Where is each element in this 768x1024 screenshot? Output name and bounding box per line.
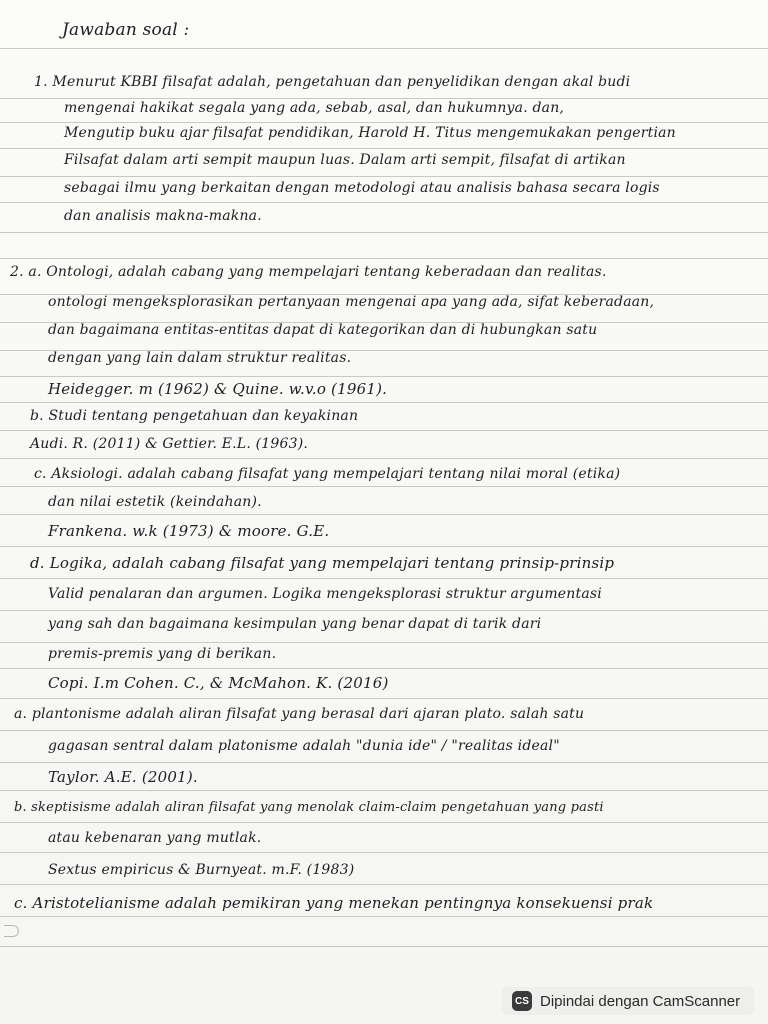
ruled-line <box>0 546 768 547</box>
ruled-line <box>0 822 768 823</box>
handwritten-line: mengenai hakikat segala yang ada, sebab, asal, dan hukumnya. dan, <box>64 100 565 116</box>
handwritten-line: dan nilai estetik (keindahan). <box>48 494 262 510</box>
handwritten-line: b. Studi tentang pengetahuan dan keyakinan <box>30 408 359 424</box>
handwritten-line: sebagai ilmu yang berkaitan dengan metodologi atau analisis bahasa secara logis <box>64 180 660 196</box>
handwritten-line: Mengutip buku ajar filsafat pendidikan, Harold H. Titus mengemukakan pengertian <box>64 125 676 141</box>
ruled-line <box>0 486 768 487</box>
handwritten-line: dengan yang lain dalam struktur realitas. <box>48 350 352 366</box>
handwritten-line: 1. Menurut KBBI filsafat adalah, pengetahuan dan penyelidikan dengan akal budi <box>34 74 631 90</box>
handwritten-line: dan analisis makna-makna. <box>64 208 262 224</box>
handwritten-line: d. Logika, adalah cabang filsafat yang mempelajari tentang prinsip-prinsip <box>30 554 615 572</box>
handwritten-line: Valid penalaran dan argumen. Logika mengeksplorasi struktur argumentasi <box>48 586 602 602</box>
handwritten-line: c. Aristotelianisme adalah pemikiran yang menekan pentingnya konsekuensi prak <box>14 894 654 912</box>
handwritten-line: premis-premis yang di berikan. <box>48 646 277 662</box>
ruled-line <box>0 98 768 99</box>
ruled-line <box>0 730 768 731</box>
camscanner-label: Dipindai dengan CamScanner <box>540 992 741 1010</box>
ruled-line <box>0 258 768 259</box>
ruled-line <box>0 48 768 49</box>
handwritten-line: atau kebenaran yang mutlak. <box>48 830 262 846</box>
ruled-line <box>0 946 768 947</box>
camscanner-watermark <box>502 987 754 1015</box>
handwritten-line: Heidegger. m (1962) & Quine. w.v.o (1961). <box>48 380 388 398</box>
ruled-line <box>0 430 768 431</box>
handwritten-line: ontologi mengeksplorasikan pertanyaan mengenai apa yang ada, sifat keberadaan, <box>48 294 655 310</box>
handwritten-line: Frankena. w.k (1973) & moore. G.E. <box>48 522 330 540</box>
ruled-line <box>0 148 768 149</box>
ruled-line <box>0 884 768 885</box>
handwritten-line: Sextus empiricus & Burnyeat. m.F. (1983) <box>48 862 355 878</box>
ruled-line <box>0 578 768 579</box>
handwritten-line: b. skeptisisme adalah aliran filsafat yang menolak claim-claim pengetahuan yang pasti <box>14 800 604 815</box>
ruled-line <box>0 202 768 203</box>
handwritten-line: Audi. R. (2011) & Gettier. E.L. (1963). <box>30 436 309 452</box>
ruled-line <box>0 176 768 177</box>
ruled-line <box>0 376 768 377</box>
handwritten-line: c. Aksiologi. adalah cabang filsafat yang mempelajari tentang nilai moral (etika) <box>34 466 621 482</box>
ruled-line <box>0 122 768 123</box>
punch-hole-mark <box>4 925 19 937</box>
ruled-line <box>0 402 768 403</box>
handwritten-line: yang sah dan bagaimana kesimpulan yang benar dapat di tarik dari <box>48 616 542 632</box>
ruled-line <box>0 698 768 699</box>
page-title: Jawaban soal : <box>62 20 190 40</box>
ruled-line <box>0 790 768 791</box>
ruled-line <box>0 852 768 853</box>
handwritten-line: gagasan sentral dalam platonisme adalah "dunia ide" / "realitas ideal" <box>48 738 560 754</box>
handwritten-line: dan bagaimana entitas-entitas dapat di kategorikan dan di hubungkan satu <box>48 322 598 338</box>
handwritten-line: Taylor. A.E. (2001). <box>48 768 198 786</box>
ruled-line <box>0 514 768 515</box>
handwritten-line: a. plantonisme adalah aliran filsafat yang berasal dari ajaran plato. salah satu <box>14 706 585 722</box>
handwritten-line: Copi. I.m Cohen. C., & McMahon. K. (2016) <box>48 674 389 692</box>
handwritten-line: 2. a. Ontologi, adalah cabang yang mempelajari tentang keberadaan dan realitas. <box>10 264 607 280</box>
ruled-line <box>0 642 768 643</box>
ruled-line <box>0 668 768 669</box>
camscanner-logo-icon: CS <box>512 991 532 1011</box>
ruled-line <box>0 610 768 611</box>
ruled-line <box>0 232 768 233</box>
ruled-line <box>0 762 768 763</box>
ruled-line <box>0 458 768 459</box>
ruled-line <box>0 916 768 917</box>
handwritten-line: Filsafat dalam arti sempit maupun luas. Dalam arti sempit, filsafat di artikan <box>64 152 626 168</box>
